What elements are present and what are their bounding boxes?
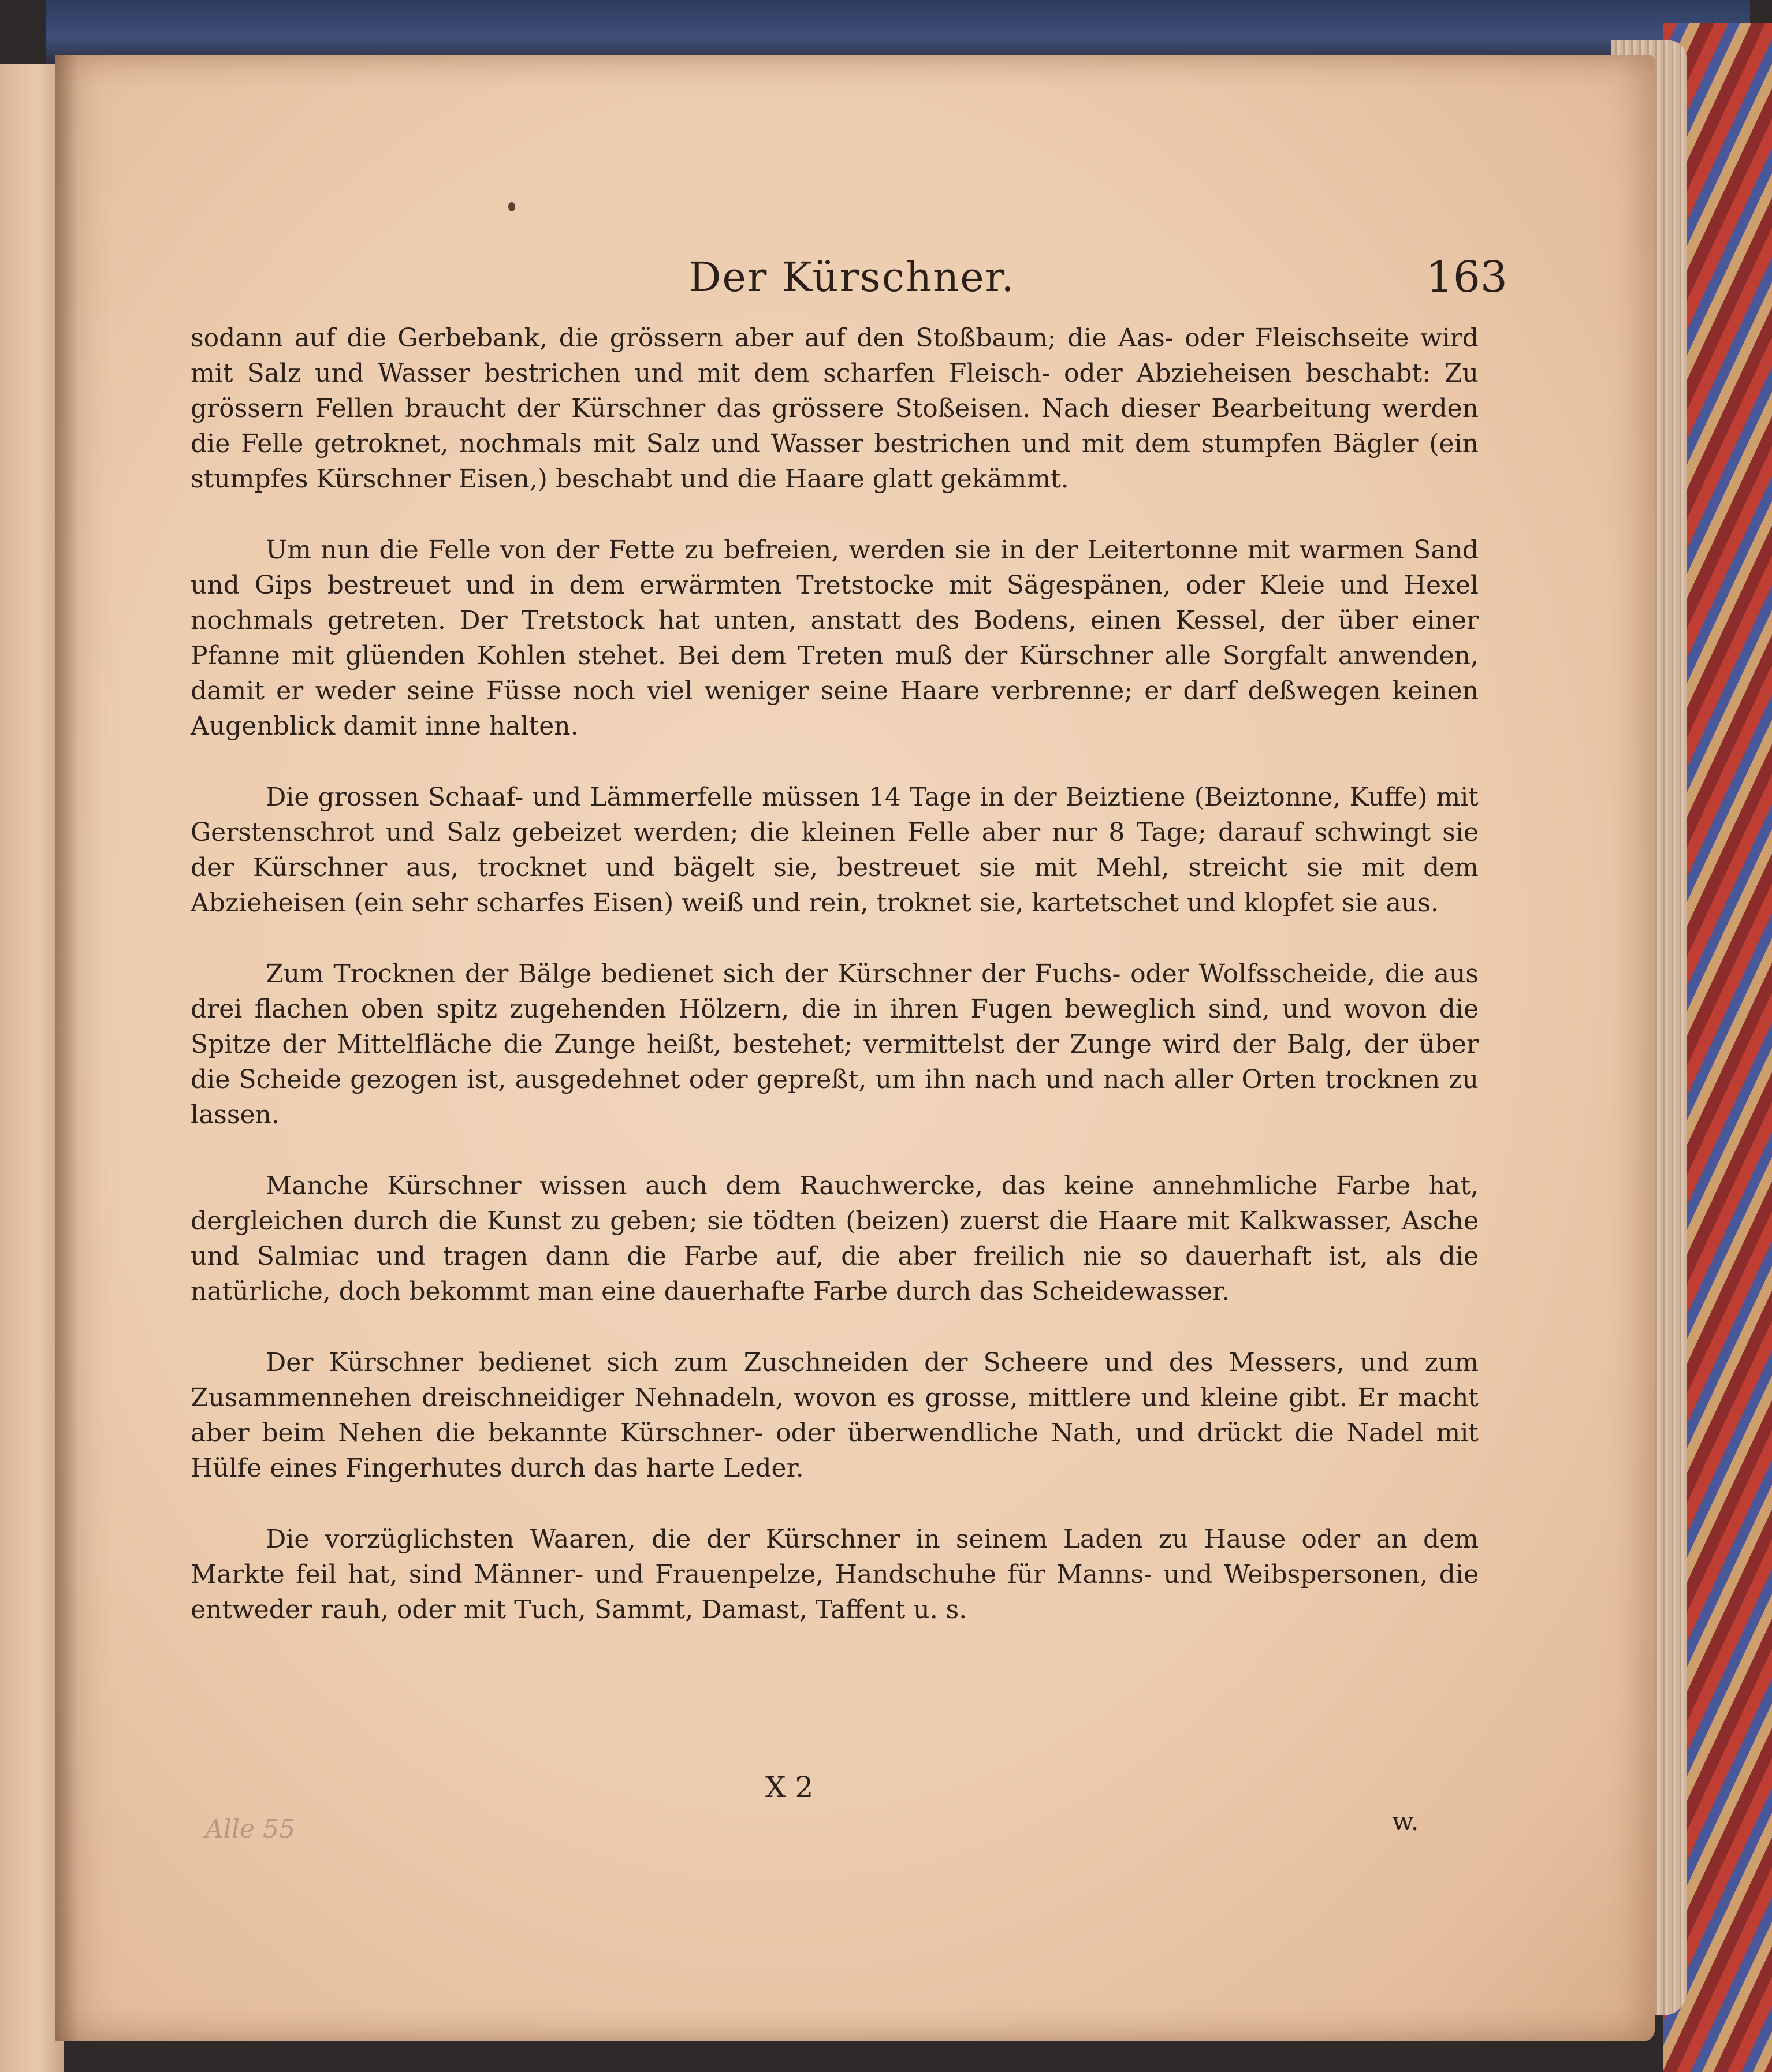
paragraph: Um nun die Felle von der Fette zu befreien, werden sie in der Leitertonne mit warmen Sand und Gips bestreuet und in dem erwärmten Tretstocke mit Sägespänen, oder Kleie und Hexel nochmals getreten. Der Tretstock hat unten, anstatt des Bodens, einen Kessel, der über einer Pfanne mit glüenden Kohlen stehet. Bei dem Treten muß der Kürschner alle Sorgfalt anwenden, damit er weder seine Füsse noch viel weniger seine Haare verbrenne; er darf deßwegen keinen Augenblick damit inne halten. (191, 535, 1479, 741)
facing-page-edge (0, 64, 64, 2072)
running-title: Der Kürschner. (688, 254, 1015, 301)
paragraph: Die vorzüglichsten Waaren, die der Kürschner in seinem Laden zu Hause oder an dem Markte feil hat, sind Männer- und Frauenpelze, Handschuhe für Manns- und Weibspersonen, die entweder rauh, oder mit Tuch, Sammt, Damast, Taffent u. s. (191, 1525, 1479, 1624)
gutter-shadow (55, 55, 78, 2041)
paragraph: Die grossen Schaaf- und Lämmerfelle müssen 14 Tage in der Beiztiene (Beiztonne, Kuffe) mit Gerstenschrot und Salz gebeizet werden; die kleinen Felle aber nur 8 Tage; darauf schwingt sie der Kürschner aus, trocknet und bägelt sie, bestreuet sie mit Mehl, streicht sie mit dem Abzieheisen (ein sehr scharfes Eisen) weiß und rein, troknet sie, kartetschet und klopfet sie aus. (191, 782, 1479, 918)
page-number: 163 (1425, 252, 1507, 302)
paragraph: Zum Trocknen der Bälge bedienet sich der Kürschner der Fuchs- oder Wolfsscheide, die aus drei flachen oben spitz zugehenden Hölzern, die in ihren Fugen beweglich sind, und wovon die Spitze der Mittelfläche die Zunge heißt, bestehet; vermittelst der Zunge wird der Balg, der über die Scheide gezogen ist, ausgedehnet oder gepreßt, um ihn nach und nach aller Orten trocknen zu lassen. (191, 959, 1479, 1130)
paragraph: Der Kürschner bedienet sich zum Zuschneiden der Scheere und des Messers, und zum Zusammennehen dreischneidiger Nehnadeln, wovon es grosse, mittlere und kleine gibt. Er macht aber beim Nehen die bekannte Kürschner- oder überwendliche Nath, und drückt die Nadel mit Hülfe eines Fingerhutes durch das harte Leder. (191, 1348, 1479, 1483)
bleed-through-text: Alle 55 (205, 1814, 295, 1844)
running-head (196, 245, 1507, 309)
ink-spot (508, 202, 515, 211)
body-text (191, 321, 1479, 1663)
paragraph: sodann auf die Gerbebank, die grössern aber auf den Stoßbaum; die Aas- oder Fleischseite wird mit Salz und Wasser bestrichen und mit dem scharfen Fleisch- oder Abzieheisen beschabt: Zu grössern Fellen braucht der Kürschner das grössere Stoßeisen. Nach dieser Bearbeitung werden die Felle getroknet, nochmals mit Salz und Wasser bestrichen und mit dem stumpfen Bägler (ein stumpfes Kürschner Eisen,) beschabt und die Haare glatt gekämmt. (191, 323, 1479, 494)
paragraph: Manche Kürschner wissen auch dem Rauchwercke, das keine annehmliche Farbe hat, dergleichen durch die Kunst zu geben; sie tödten (beizen) zuerst die Haare mit Kalkwasser, Asche und Salmiac und tragen dann die Farbe auf, die aber freilich nie so dauerhaft ist, als die natürliche, doch bekommt man eine dauerhafte Farbe durch das Scheidewasser. (191, 1171, 1479, 1306)
signature-mark: X 2 (765, 1771, 814, 1804)
catchword: w. (1392, 1807, 1419, 1836)
